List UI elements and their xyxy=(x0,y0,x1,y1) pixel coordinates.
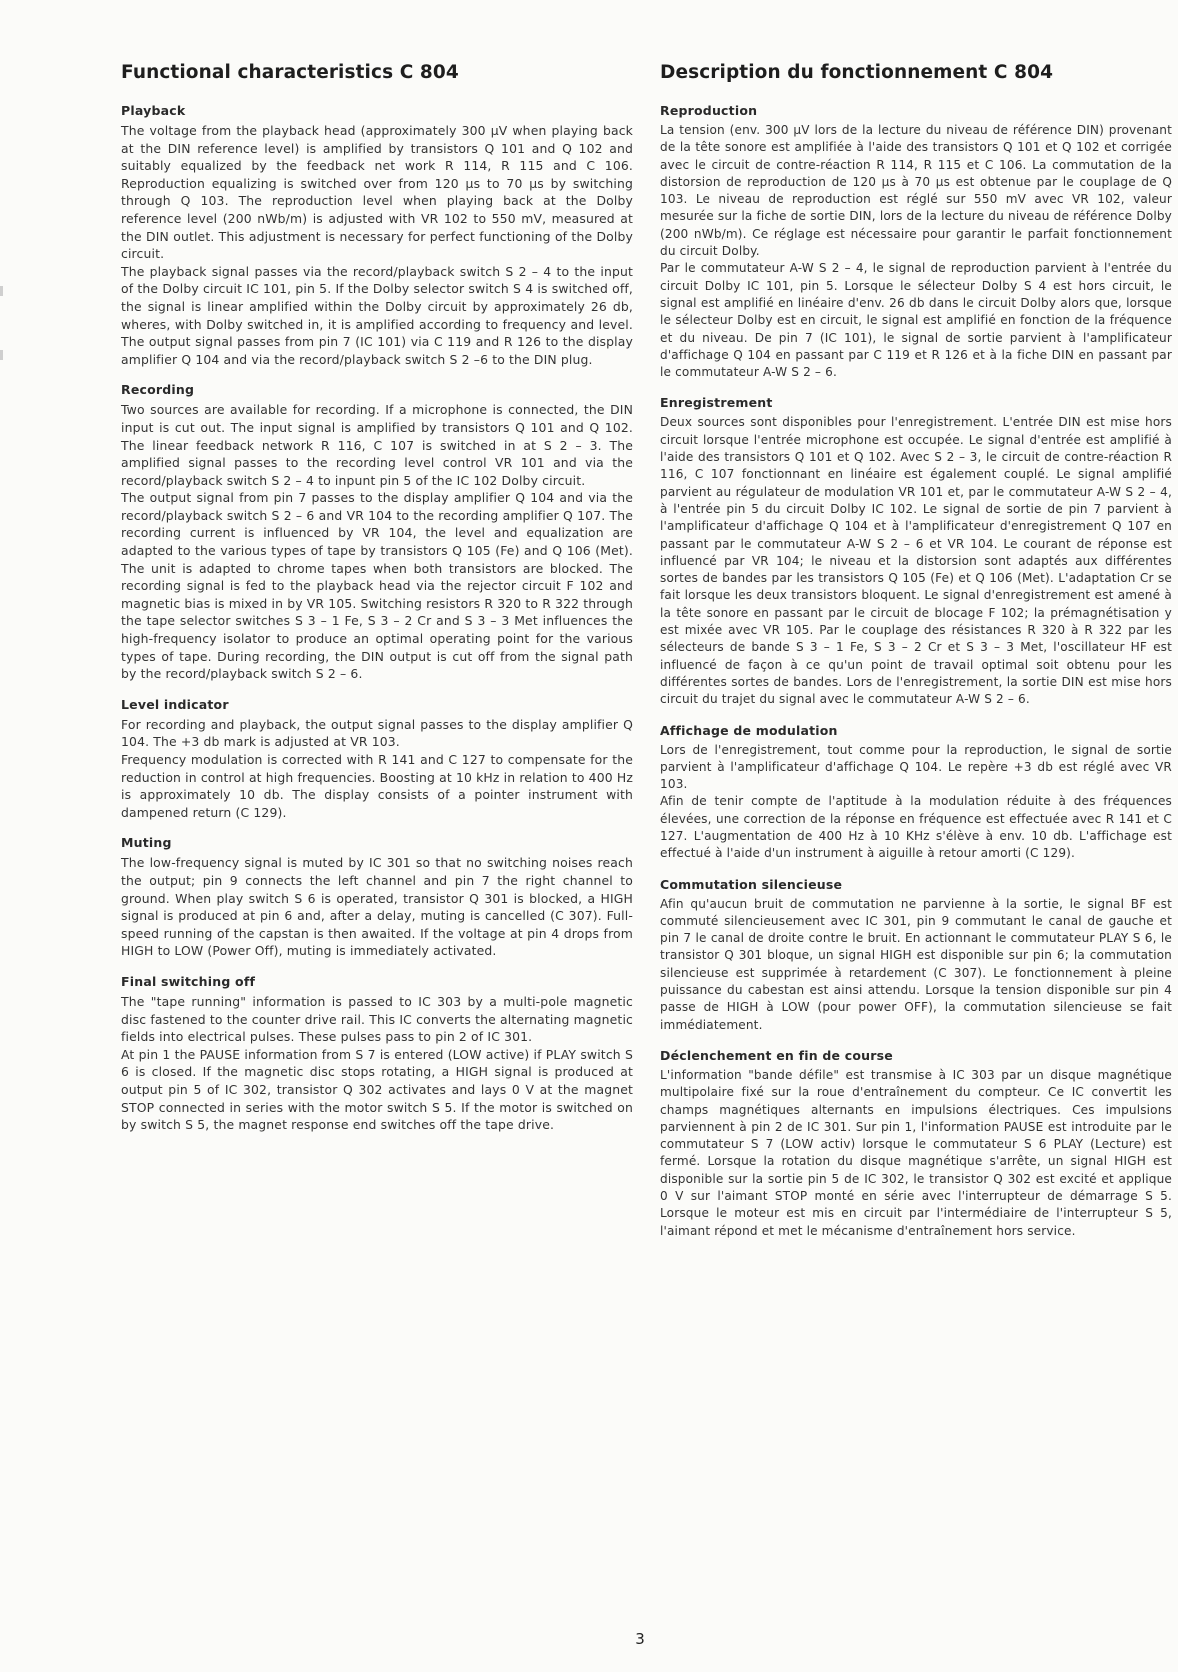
paragraph: La tension (env. 300 µV lors de la lecture du niveau de référence DIN) provenant de la tête sonore est amplifiée à l'aide des transistors Q 101 et Q 102 et corrigée avec le circuit de contre-réaction R 114, R 115 et C 106. La commutation de la distorsion de reproduction de 120 µs à 70 µs est obtenue par le couplage de Q 103. Le niveau de reproduction est réglé sur 550 mV avec VR 102, valeur mesurée sur la fiche de sortie DIN, lors de la lecture du niveau de référence Dolby (200 nWb/m). Ce réglage est nécessaire pour garantir le parfait fonctionnement du circuit Dolby. xyxy=(660,123,1172,259)
paragraph: The voltage from the playback head (approximately 300 µV when playing back at the DIN reference level) is amplified by transistors Q 101 and Q 102 and suitably equalized by the feedback net work R 114, R 115 and C 106. Reproduction equalizing is switched over from 120 µs to 70 µs by switching through Q 103. The reproduction level when playing back at the Dolby reference level (200 nWb/m) is adjusted with VR 102 to 550 mV, measured at the DIN outlet. This adjustment is necessary for perfect functioning of the Dolby circuit. xyxy=(121,123,633,262)
section-heading: Affichage de modulation xyxy=(660,722,838,738)
paragraph: The playback signal passes via the record/playback switch S 2 – 4 to the input of the Dolby circuit IC 101, pin 5. If the Dolby selector switch S 4 is switched off, the signal is linear amplified within the Dolby circuit by approximately 26 db, wheres, with Dolby switched in, it is amplified according to frequency and level. The output signal passes from pin 7 (IC 101) via C 119 and R 126 to the display amplifier Q 104 and via the record/playback switch S 2 –6 to the DIN plug. xyxy=(121,263,633,367)
paragraph: Lors de l'enregistrement, tout comme pour la reproduction, le signal de sortie parvient à l'amplificateur d'affichage Q 104. Le repère +3 db est réglé avec VR 103. xyxy=(660,742,1172,792)
section-heading: Recording xyxy=(121,382,195,398)
paragraph: For recording and playback, the output signal passes to the display amplifier Q 104. The +3 db mark is adjusted at VR 103. xyxy=(121,716,633,750)
section-heading: Reproduction xyxy=(660,103,758,118)
right-title: Description du fonctionnement C 804 xyxy=(660,62,1054,83)
paragraph: The output signal from pin 7 passes to the display amplifier Q 104 and via the record/playback switch S 2 – 6 and VR 104 to the recording amplifier Q 107. The recording current is influenced by VR 104, the level and equalization are adapted to the various types of tape by transistors Q 105 (Fe) and Q 106 (Met). The unit is adapted to chrome tapes when both transistors are blocked. The recording signal is fed to the playback head via the rejector circuit F 102 and magnetic bias is mixed in by VR 105. Switching resistors R 320 to R 322 through the tape selector switches S 3 – 1 Fe, S 3 – 2 Cr and S 3 – 3 Met influences the high-frequency isolator to produce an optimal operating point for the various types of tape. During recording, the DIN output is cut off from the signal path by the record/playback switch S 2 – 6. xyxy=(121,490,633,682)
binding-mark xyxy=(0,286,3,296)
paragraph: At pin 1 the PAUSE information from S 7 is entered (LOW active) if PLAY switch S 6 is closed. If the magnetic disc stops rotating, a HIGH signal is produced at output pin 5 of IC 302, transistor Q 302 activates and lays 0 V at the magnet STOP connected in series with the motor switch S 5. If the motor is switched on by switch S 5, the magnet response end switches off the tape drive. xyxy=(121,1046,633,1133)
paragraph: Afin qu'aucun bruit de commutation ne parvienne à la sortie, le signal BF est commuté silencieusement avec IC 301, pin 9 commutant le canal de gauche et pin 7 le canal de droite contre le bruit. En actionnant le commutateur PLAY S 6, le transistor Q 301 bloque, un signal HIGH est disponible sur pin 6; la commutation silencieuse est supprimée à retardement (C 307). Le fonctionnement à pleine puissance du cabestan est ainsi attendu. Lorsque la tension disponible sur pin 4 passe de HIGH à LOW (pour power OFF), la commutation silencieuse se fait immédiatement. xyxy=(660,896,1172,1032)
section-heading: Level indicator xyxy=(121,696,229,712)
paragraph: The low-frequency signal is muted by IC 301 so that no switching noises reach the output; pin 9 connects the left channel and pin 7 the right channel to ground. When play switch S 6 is operated, transistor Q 301 is blocked, a HIGH signal is produced at pin 6 and, after a delay, muting is cancelled (C 307). Full-speed running of the capstan is then awaited. If the voltage at pin 4 drops from HIGH to LOW (Power Off), muting is immediately activated. xyxy=(121,855,633,959)
section-heading: Enregistrement xyxy=(660,395,773,411)
section-heading: Déclenchement en fin de course xyxy=(660,1047,893,1063)
paragraph: Afin de tenir compte de l'aptitude à la modulation réduite à des fréquences élevées, une correction de la réponse en fréquence est effectuée avec R 141 et C 127. L'augmentation de 400 Hz à 10 KHz s'élève à env. 10 db. L'affichage est effectué à l'aide d'un instrument à aiguille à retour amorti (C 129). xyxy=(660,794,1172,861)
paragraph: Par le commutateur A-W S 2 – 4, le signal de reproduction parvient à l'entrée du circuit Dolby IC 101, pin 5. Lorsque le sélecteur Dolby S 4 est hors circuit, le signal est amplifié en linéaire d'env. 26 db dans le circuit Dolby alors que, lorsque le sélecteur Dolby est en circuit, le signal est amplifié en fonction de la fréquence et du niveau. De pin 7 (IC 101), le signal de sortie parvient à l'amplificateur d'affichage Q 104 en passant par C 119 et R 126 et à la fiche DIN en passant par le commutateur A-W S 2 – 6. xyxy=(660,261,1172,380)
left-title: Functional characteristics C 804 xyxy=(121,62,459,83)
paragraph: Frequency modulation is corrected with R 141 and C 127 to compensate for the reduction in control at high frequencies. Boosting at 10 kHz in relation to 400 Hz is approximately 10 db. The display consists of a pointer instrument with dampened return (C 129). xyxy=(121,752,633,820)
section-heading: Muting xyxy=(121,835,172,851)
paragraph: The "tape running" information is passed to IC 303 by a multi-pole magnetic disc fastened to the counter drive rail. This IC converts the alternating magnetic fields into electrical pulses. These pulses pass to pin 2 of IC 301. xyxy=(121,993,633,1045)
section-heading: Playback xyxy=(121,103,186,118)
left-column xyxy=(121,62,633,1134)
right-column xyxy=(660,62,1172,1240)
binding-mark xyxy=(0,350,3,360)
section-heading: Final switching off xyxy=(121,973,256,989)
paragraph: L'information "bande défile" est transmise à IC 303 par un disque magnétique multipolaire fixé sur la roue d'entraînement du compteur. Ce IC convertit les champs magnétiques alternants en impulsions électriques. Ces impulsions parviennent à pin 2 de IC 301. Sur pin 1, l'information PAUSE est introduite par le commutateur S 7 (LOW activ) lorsque le commutateur S 6 PLAY (Lecture) est fermé. Lorsque la rotation du disque magnétique s'arrête, un signal HIGH est disponible sur la sortie pin 5 de IC 302, le transistor Q 302 est excité et applique 0 V sur l'aimant STOP monté en série avec l'interrupteur de démarrage S 5. Lorsque le moteur est mis en circuit par l'intermédiaire de l'interrupteur S 5, l'aimant répond et met le mécanisme d'entraînement hors service. xyxy=(660,1067,1172,1238)
section-heading: Commutation silencieuse xyxy=(660,876,843,892)
paragraph: Deux sources sont disponibles pour l'enregistrement. L'entrée DIN est mise hors circuit lorsque l'entrée microphone est occupée. Le signal d'entrée est amplifié à l'aide des transistors Q 101 et Q 102. Avec S 2 – 3, le circuit de contre-réaction R 116, C 107 fonctionnant en linéaire est également couplé. Le signal amplifié parvient au régulateur de modulation VR 101 et, par le commutateur A-W S 2 – 4, à l'entrée pin 5 du circuit Dolby IC 102. Le signal de sortie de pin 7 parvient à l'amplificateur d'affichage Q 104 et à l'amplificateur d'enregistrement Q 107 en passant par le commutateur A-W S 2 – 6 et VR 104. Le courant de réponse est influencé par VR 104; le niveau et la distorsion sont adaptés aux différentes sortes de bandes par les transistors Q 105 (Fe) et Q 106 (Met). L'adaptation Cr se fait lorsque les deux transistors bloquent. Le signal d'enregistrement est amené à la tête sonore en passant par le circuit de blocage F 102; la prémagnétisation y est mixée avec VR 105. Par le couplage des résistances R 320 à R 322 par les sélecteurs de bande S 3 – 1 Fe, S 3 – 2 Cr et S 3 – 3 Met, l'oscillateur HF est influencé de façon à ce qu'un point de travail optimal soit obtenu pour les différentes sortes de bandes. Lors de l'enregistrement, la sortie DIN est mise hors circuit du trajet du signal avec le commutateur A-W S 2 – 6. xyxy=(660,415,1172,707)
page-number: 3 xyxy=(635,1630,645,1648)
paragraph: Two sources are available for recording. If a microphone is connected, the DIN input is cut out. The input signal is amplified by transistors Q 101 and Q 102. The linear feedback network R 116, C 107 is switched in at S 2 – 3. The amplified signal passes to the recording level control VR 101 and via the record/playback switch S 2 – 4 to inpunt pin 5 of the IC 102 Dolby circuit. xyxy=(121,402,633,488)
